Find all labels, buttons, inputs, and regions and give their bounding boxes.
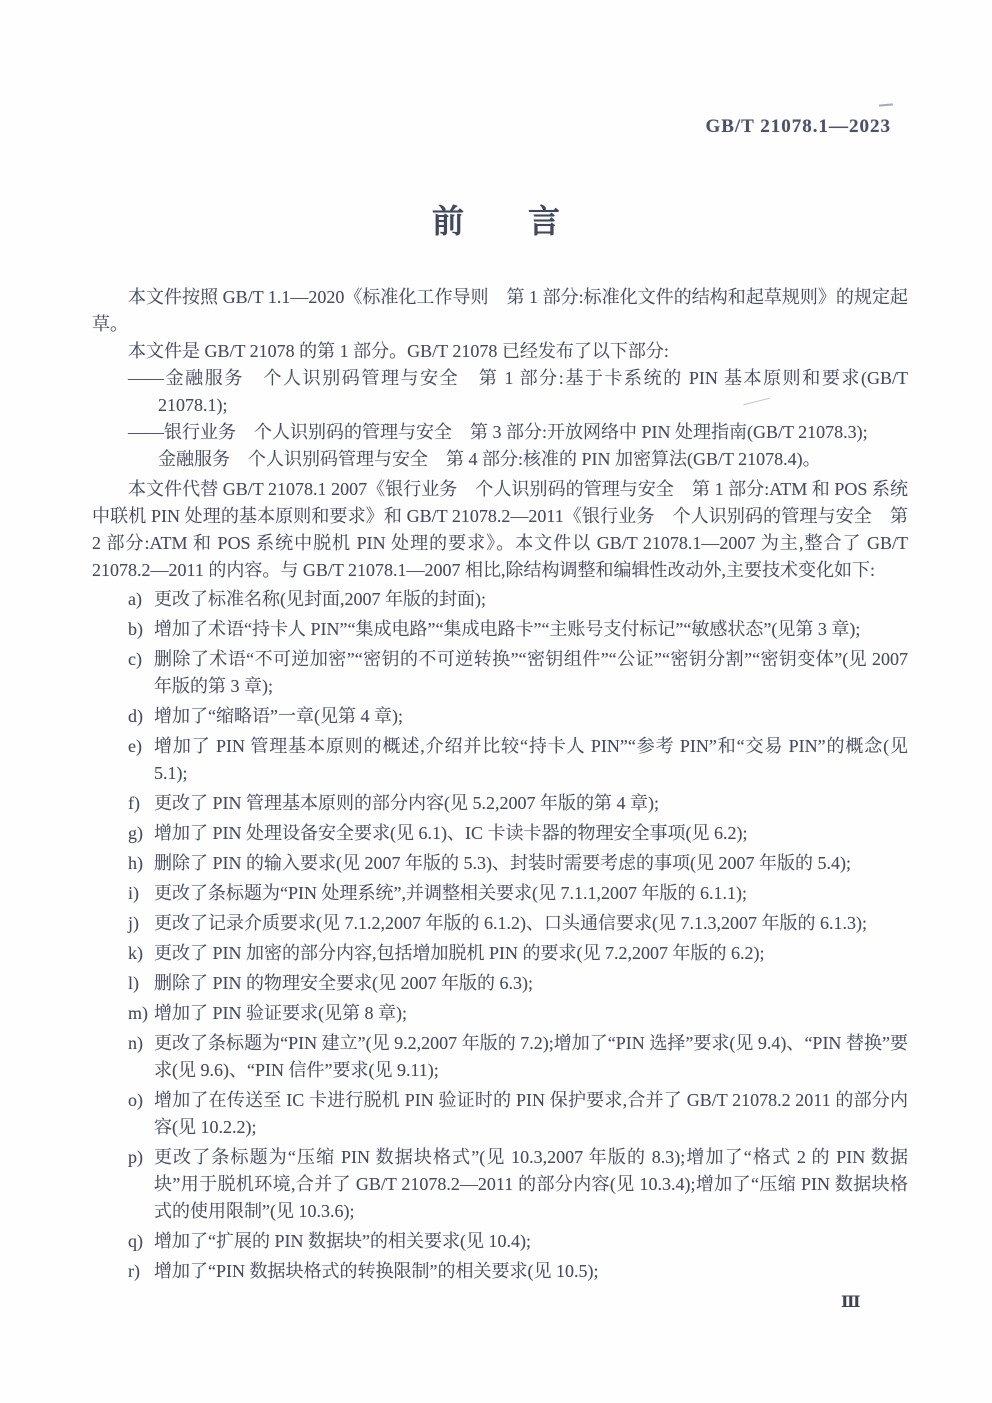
change-item-label: n) (128, 1033, 143, 1053)
change-item-label: a) (128, 589, 142, 609)
change-item-label: f) (128, 793, 140, 813)
change-item-text: 增加了 PIN 处理设备安全要求(见 6.1)、IC 卡读卡器的物理安全事项(见 6.2); (154, 823, 748, 843)
paragraph-replacement: 本文件代替 GB/T 21078.1 2007《银行业务 个人识别码的管理与安全 第 1 部分:ATM 和 POS 系统中联机 PIN 处理的基本原则和要求》和 GB/T 21078.2—2011《银行业务 个人识别码的管理与安全 第 2 部分:ATM 和 POS 系统中脱机 PIN 处理的要求》。本文件以 GB/T 21078.1—2007 为主,整合了 GB/T 21078.2—2011 的内容。与 GB/T 21078.1—2007 相比,除结构调整和编辑性改动外,主要技术变化如下: (92, 479, 908, 580)
change-item (128, 1144, 908, 1225)
change-item-text: 增加了在传送至 IC 卡进行脱机 PIN 验证时的 PIN 保护要求,合并了 GB/T 21078.2 2011 的部分内容(见 10.2.2); (154, 1090, 908, 1137)
paragraph-drafting-basis: 本文件按照 GB/T 1.1—2020《标准化工作导则 第 1 部分:标准化文件的结构和起草规则》的规定起草。 (92, 287, 908, 334)
page-number: Ⅲ (841, 1294, 861, 1311)
change-item-text: 更改了 PIN 管理基本原则的部分内容(见 5.2,2007 年版的第 4 章); (154, 793, 659, 813)
change-item-text: 增加了“缩略语”一章(见第 4 章); (154, 706, 403, 726)
page-title: 前 言 (431, 203, 560, 239)
change-item-label: q) (128, 1231, 143, 1251)
change-item-text: 删除了 PIN 的输入要求(见 2007 年版的 5.3)、封装时需要考虑的事项(见 2007 年版的 5.4); (154, 853, 851, 873)
change-item (128, 586, 908, 613)
change-item-text: 增加了“PIN 数据块格式的转换限制”的相关要求(见 10.5); (154, 1261, 599, 1281)
change-item-text: 增加了 PIN 验证要求(见第 8 章); (154, 1003, 407, 1023)
change-item-text: 更改了标准名称(见封面,2007 年版的封面); (154, 589, 486, 609)
change-item (128, 970, 908, 997)
change-item (128, 703, 908, 730)
change-item (128, 1030, 908, 1084)
change-item-text: 删除了 PIN 的物理安全要求(见 2007 年版的 6.3); (154, 973, 533, 993)
change-item-label: j) (128, 913, 139, 933)
change-item (128, 1000, 908, 1027)
standard-number: GB/T 21078.1—2023 (705, 116, 891, 137)
change-item-label: g) (128, 823, 143, 843)
changes-list (92, 586, 908, 1285)
change-item (128, 820, 908, 847)
change-item (128, 880, 908, 907)
paragraph-part-statement: 本文件是 GB/T 21078 的第 1 部分。GB/T 21078 已经发布了以下部分: (128, 341, 669, 361)
change-item-text: 增加了“扩展的 PIN 数据块”的相关要求(见 10.4); (154, 1231, 531, 1251)
change-item-label: l) (128, 973, 139, 993)
change-item-text: 更改了条标题为“PIN 处理系统”,并调整相关要求(见 7.1.1,2007 年版的 6.1.1); (154, 883, 747, 903)
published-part-continuation: 金融服务 个人识别码管理与安全 第 4 部分:核准的 PIN 加密算法(GB/T 21078.4)。 (158, 449, 821, 469)
change-item-label: k) (128, 943, 143, 963)
change-item-label: o) (128, 1090, 143, 1110)
change-item (128, 910, 908, 937)
change-item (128, 940, 908, 967)
change-item (128, 850, 908, 877)
change-item (128, 1258, 908, 1285)
change-item-label: m) (128, 1003, 148, 1023)
change-item-text: 更改了记录介质要求(见 7.1.2,2007 年版的 6.1.2)、口头通信要求(见 7.1.3,2007 年版的 6.1.3); (154, 913, 867, 933)
change-item (128, 616, 908, 643)
change-item-label: e) (128, 736, 142, 756)
scan-artifact-dash (879, 103, 893, 106)
change-item-text: 删除了术语“不可逆加密”“密钥的不可逆转换”“密钥组件”“公证”“密钥分割”“密钥变体”(见 2007 年版的第 3 章); (154, 649, 908, 696)
foreword-content (92, 284, 908, 1288)
change-item-label: p) (128, 1147, 143, 1167)
change-item (128, 790, 908, 817)
change-item-label: i) (128, 883, 139, 903)
published-part-item: ——银行业务 个人识别码的管理与安全 第 3 部分:开放网络中 PIN 处理指南(GB/T 21078.3); (128, 422, 868, 442)
change-item-text: 更改了 PIN 加密的部分内容,包括增加脱机 PIN 的要求(见 7.2,2007 年版的 6.2); (154, 943, 765, 963)
change-item-text: 增加了术语“持卡人 PIN”“集成电路”“集成电路卡”“主账号支付标记”“敏感状态”(见第 3 章); (154, 619, 861, 639)
change-item-text: 更改了条标题为“压缩 PIN 数据块格式”(见 10.3,2007 年版的 8.3);增加了“格式 2 的 PIN 数据块”用于脱机环境,合并了 GB/T 21078.2—2011 的部分内容(见 10.3.4);增加了“压缩 PIN 数据块格式的使用限制”(见 10.3.6); (154, 1147, 908, 1221)
change-item-text: 增加了 PIN 管理基本原则的概述,介绍并比较“持卡人 PIN”“参考 PIN”和“交易 PIN”的概念(见 5.1); (154, 736, 908, 783)
change-item-label: h) (128, 853, 143, 873)
change-item-label: c) (128, 649, 142, 669)
change-item-text: 更改了条标题为“PIN 建立”(见 9.2,2007 年版的 7.2);增加了“PIN 选择”要求(见 9.4)、“PIN 替换”要求(见 9.6)、“PIN 信件”要求(见 9.11); (154, 1033, 908, 1080)
change-item (128, 733, 908, 787)
change-item (128, 1087, 908, 1141)
change-item-label: b) (128, 619, 143, 639)
change-item (128, 646, 908, 700)
published-part-item: ——金融服务 个人识别码管理与安全 第 1 部分:基于卡系统的 PIN 基本原则和要求(GB/T 21078.1); (128, 368, 908, 415)
change-item-label: r) (128, 1261, 140, 1281)
change-item-label: d) (128, 706, 143, 726)
change-item (128, 1228, 908, 1255)
